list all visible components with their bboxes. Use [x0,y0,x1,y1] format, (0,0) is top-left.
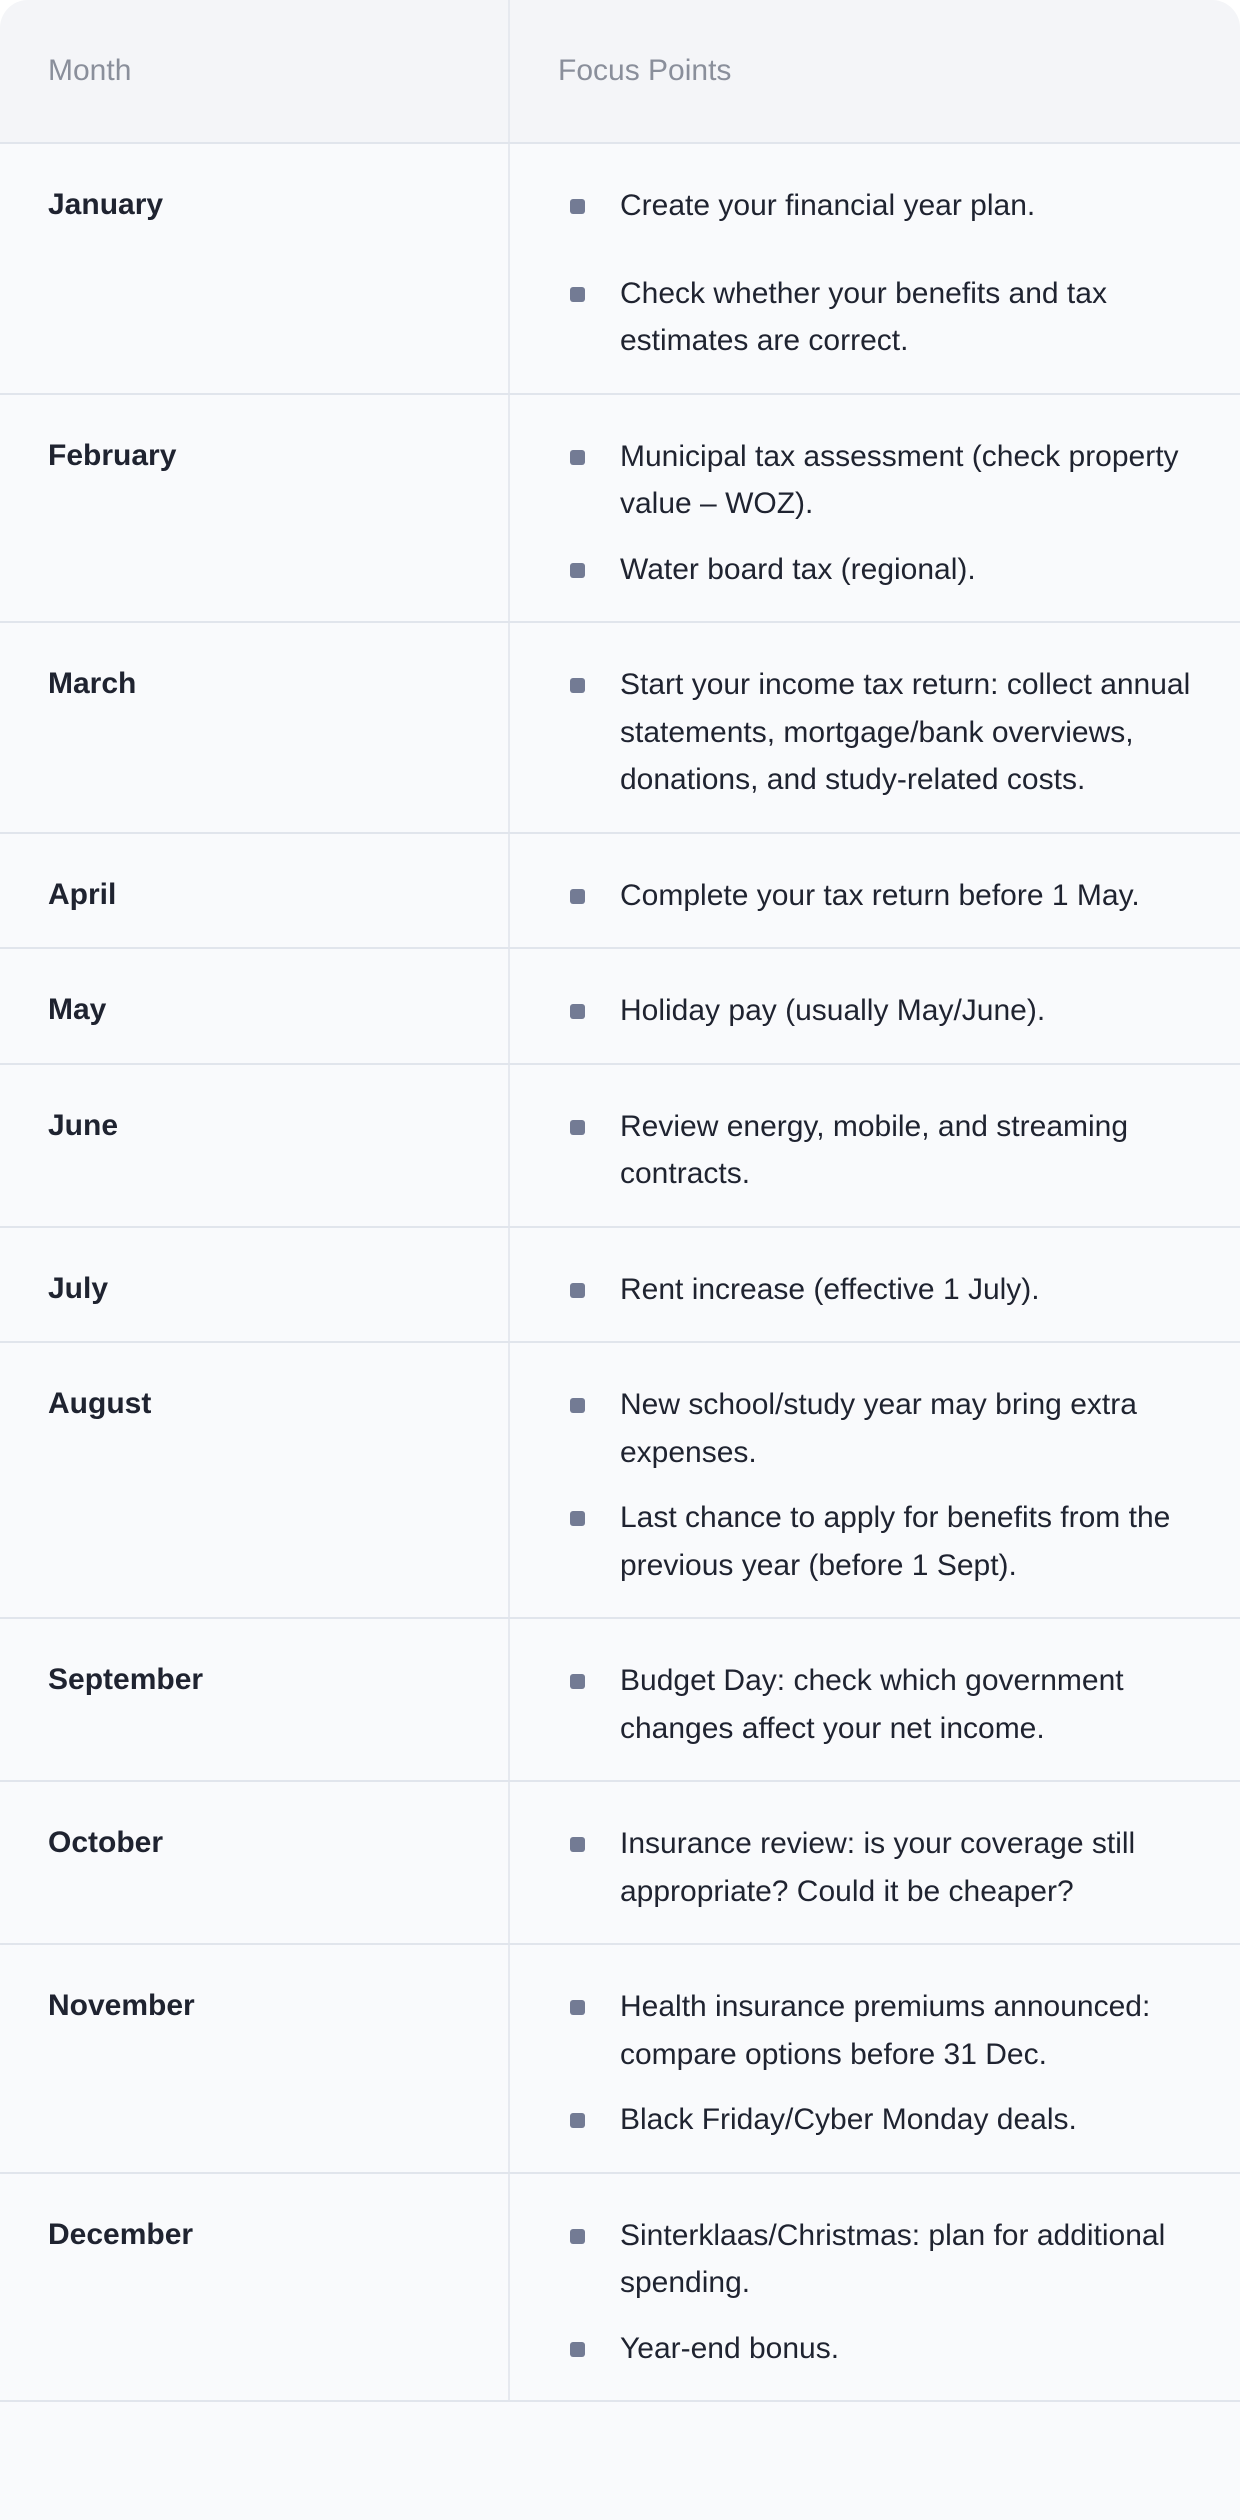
list-item [558,1983,1200,2078]
table-row [0,1782,1240,1945]
square-bullet-icon [570,2000,585,2015]
focus-points-cell [510,2174,1240,2401]
focus-points-cell [510,949,1240,1063]
focus-point-text: Budget Day: check which government changes affect your net income. [620,1664,1124,1745]
focus-point-text: New school/study year may bring extra expenses. [620,1388,1137,1469]
list-item [558,2212,1200,2307]
square-bullet-icon [570,2342,585,2357]
table-row [0,949,1240,1065]
table-row [0,1228,1240,1344]
focus-point-text: Start your income tax return: collect annual statements, mortgage/bank overviews, donations, and study-related costs. [620,668,1191,796]
column-header-month: Month [48,54,132,87]
month-cell: August [0,1343,510,1617]
list-item [558,546,1200,594]
month-cell: January [0,144,510,393]
month-cell: April [0,834,510,948]
focus-points-list [558,987,1200,1035]
focus-points-cell [510,1945,1240,2172]
focus-points-list [558,1103,1200,1198]
square-bullet-icon [570,563,585,578]
table-row [0,834,1240,950]
focus-points-list [558,1266,1200,1314]
focus-point-text: Black Friday/Cyber Monday deals. [620,2103,1077,2136]
focus-point-text: Year-end bonus. [620,2331,840,2365]
focus-points-list [558,661,1200,804]
square-bullet-icon [570,1511,585,1526]
focus-points-list [558,182,1200,365]
list-item [558,2096,1200,2144]
list-item [558,1820,1200,1915]
focus-point-text: Holiday pay (usually May/June). [620,994,1046,1027]
focus-points-cell [510,144,1240,393]
square-bullet-icon [570,1120,585,1135]
square-bullet-icon [570,1837,585,1852]
focus-points-cell [510,1343,1240,1617]
table-row [0,623,1240,834]
table-row [0,1343,1240,1619]
month-cell: October [0,1782,510,1943]
list-item [558,1266,1200,1314]
square-bullet-icon [570,2229,585,2244]
focus-points-list [558,1657,1200,1752]
month-cell: November [0,1945,510,2172]
square-bullet-icon [570,450,585,465]
table-row [0,1065,1240,1228]
month-cell: February [0,395,510,622]
square-bullet-icon [570,1398,585,1413]
focus-points-cell [510,1228,1240,1342]
square-bullet-icon [570,1283,585,1298]
focus-points-list [558,433,1200,594]
focus-point-text: Insurance review: is your coverage still appropriate? Could it be cheaper? [620,1827,1136,1908]
square-bullet-icon [570,287,585,302]
month-cell: March [0,623,510,832]
focus-point-text: Water board tax (regional). [620,552,976,586]
square-bullet-icon [570,889,585,904]
month-cell: December [0,2174,510,2401]
focus-point-text: Create your financial year plan. [620,189,1036,222]
focus-points-cell [510,834,1240,948]
focus-points-cell [510,1782,1240,1943]
focus-point-text: Last chance to apply for benefits from the previous year (before 1 Sept). [620,1501,1171,1582]
column-header-focus-points: Focus Points [558,54,732,87]
table-row [0,395,1240,624]
focus-points-cell [510,1065,1240,1226]
focus-points-list [558,2212,1200,2373]
list-item [558,987,1200,1035]
square-bullet-icon [570,199,585,214]
table-row [0,144,1240,395]
focus-points-cell [510,623,1240,832]
focus-point-text: Municipal tax assessment (check property value – WOZ). [620,439,1179,520]
list-item [558,182,1200,230]
square-bullet-icon [570,2113,585,2128]
square-bullet-icon [570,1674,585,1689]
table-row [0,2174,1240,2403]
month-cell: July [0,1228,510,1342]
table-header [0,0,1240,144]
list-item [558,2325,1200,2373]
focus-points-list [558,1381,1200,1589]
list-item [558,270,1200,365]
focus-point-text: Review energy, mobile, and streaming contracts. [620,1109,1129,1190]
month-cell: September [0,1619,510,1780]
focus-point-text: Complete your tax return before 1 May. [620,878,1140,912]
focus-point-text: Rent increase (effective 1 July). [620,1272,1040,1306]
focus-points-cell [510,395,1240,622]
square-bullet-icon [570,1004,585,1019]
month-cell: June [0,1065,510,1226]
focus-points-list [558,1820,1200,1915]
square-bullet-icon [570,678,585,693]
focus-points-list [558,872,1200,920]
list-item [558,1103,1200,1198]
table-row [0,1619,1240,1782]
list-item [558,872,1200,920]
focus-points-cell [510,1619,1240,1780]
list-item [558,1494,1200,1589]
focus-point-text: Check whether your benefits and tax estimates are correct. [620,276,1107,357]
list-item [558,1381,1200,1476]
focus-points-list [558,1983,1200,2144]
list-item [558,661,1200,804]
month-cell: May [0,949,510,1063]
list-item [558,433,1200,528]
list-item [558,1657,1200,1752]
focus-point-text: Health insurance premiums announced: compare options before 31 Dec. [620,1990,1151,2071]
table-row [0,1945,1240,2174]
focus-point-text: Sinterklaas/Christmas: plan for additional spending. [620,2218,1166,2299]
